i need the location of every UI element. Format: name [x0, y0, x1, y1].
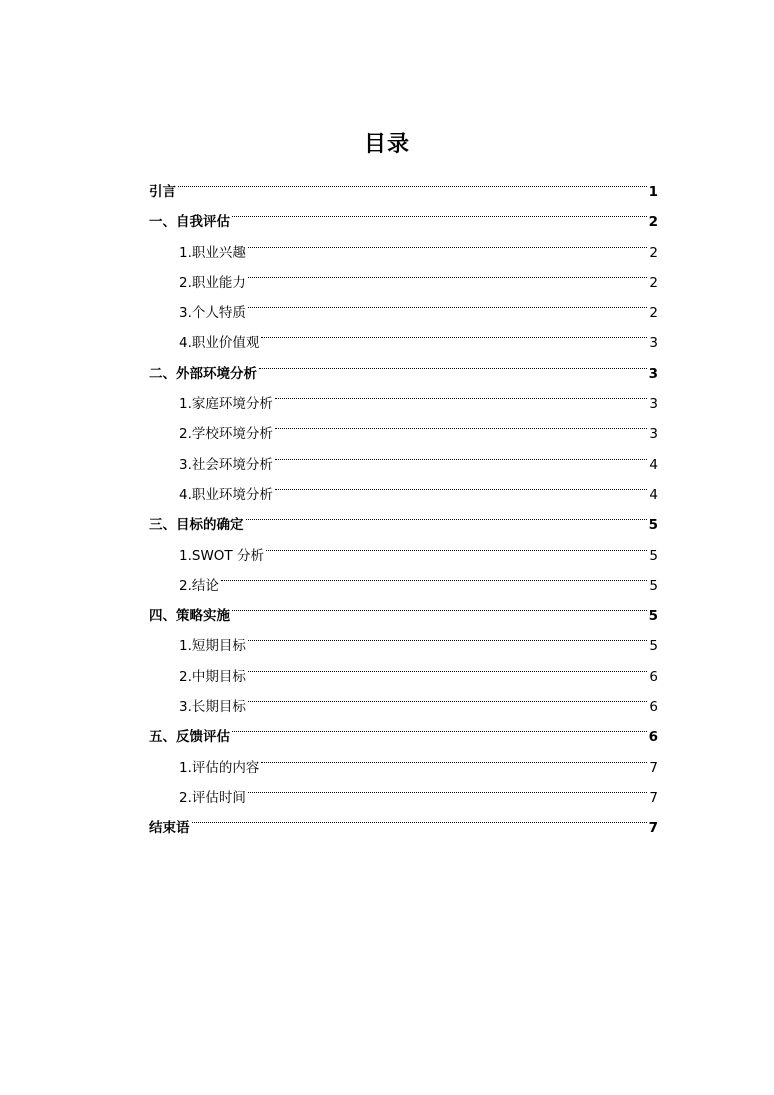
dot-leader [248, 772, 648, 802]
toc-page-number: 2 [648, 214, 658, 231]
dot-leader [248, 620, 648, 650]
toc-entry-label: 结束语 [149, 820, 190, 837]
toc-entry-label: 4.职业环境分析 [179, 486, 273, 503]
toc-page-number: 3 [649, 396, 658, 413]
toc-entry-label: 1.家庭环境分析 [179, 396, 273, 413]
dot-leader [232, 711, 647, 741]
page-title: 目录 [363, 131, 410, 157]
toc-page-number: 5 [649, 638, 658, 655]
dot-leader [275, 378, 648, 408]
toc-entry-label: 四、策略实施 [149, 608, 230, 625]
toc-page-number: 4 [649, 456, 658, 473]
toc-page-number: 7 [648, 820, 658, 837]
toc-entry-label: 2.评估时间 [179, 789, 246, 806]
toc-page-number: 2 [649, 305, 658, 322]
toc-page-number: 6 [649, 699, 658, 716]
toc-entry-label: 一、自我评估 [149, 214, 230, 231]
toc-page-number: 6 [649, 668, 658, 685]
dot-leader [275, 408, 648, 438]
toc-page-number: 1 [648, 184, 658, 200]
toc-entry-label: 3.个人特质 [179, 305, 246, 322]
toc-page-number: 3 [649, 335, 658, 352]
toc-entry-label: 引言 [149, 184, 176, 200]
dot-leader [259, 348, 647, 378]
dot-leader [178, 166, 647, 196]
toc-page-number: 2 [649, 274, 658, 291]
toc-entry-label: 1.SWOT 分析 [179, 547, 264, 564]
dot-leader [248, 651, 648, 681]
toc-page-number: 4 [649, 486, 658, 503]
toc-page-number: 2 [649, 244, 658, 261]
dot-leader [221, 560, 648, 590]
toc-section-entry[interactable] [149, 802, 658, 837]
toc-entry-label: 1.职业兴趣 [179, 244, 246, 261]
dot-leader [232, 590, 647, 620]
dot-leader [248, 681, 648, 711]
dot-leader [248, 227, 648, 257]
dot-leader [261, 742, 647, 772]
toc-page-number: 3 [648, 365, 658, 382]
toc-entry-label: 3.长期目标 [179, 699, 246, 716]
dot-leader [248, 257, 648, 287]
toc-entry-label: 五、反馈评估 [149, 729, 230, 746]
table-of-contents [149, 166, 658, 837]
toc-page-number: 7 [649, 759, 658, 776]
toc-entry-label: 3.社会环境分析 [179, 456, 273, 473]
toc-entry-label: 4.职业价值观 [179, 335, 260, 352]
toc-subsection-entry[interactable] [149, 560, 658, 594]
toc-section-entry[interactable] [149, 196, 658, 231]
toc-page-number: 5 [649, 547, 658, 564]
toc-entry-label: 1.评估的内容 [179, 759, 260, 776]
toc-entry-label: 二、外部环境分析 [149, 365, 257, 382]
dot-leader [261, 317, 647, 347]
toc-entry-label: 三、目标的确定 [149, 517, 244, 534]
toc-page-number: 7 [649, 789, 658, 806]
toc-entry-label: 2.职业能力 [179, 274, 246, 291]
dot-leader [232, 196, 647, 226]
dot-leader [248, 287, 648, 317]
toc-entry-label: 2.结论 [179, 577, 219, 594]
dot-leader [266, 530, 647, 560]
dot-leader [246, 499, 647, 529]
dot-leader [275, 439, 648, 469]
toc-entry-label: 2.学校环境分析 [179, 426, 273, 443]
toc-page-number: 3 [649, 426, 658, 443]
toc-section-entry[interactable] [149, 590, 658, 625]
toc-page-number: 5 [648, 517, 658, 534]
toc-entry-label: 1.短期目标 [179, 638, 246, 655]
dot-leader [192, 802, 647, 832]
toc-page-number: 6 [648, 729, 658, 746]
toc-page-number: 5 [648, 608, 658, 625]
toc-page-number: 5 [649, 577, 658, 594]
toc-entry-label: 2.中期目标 [179, 668, 246, 685]
toc-section-entry[interactable] [149, 166, 658, 200]
dot-leader [275, 469, 648, 499]
